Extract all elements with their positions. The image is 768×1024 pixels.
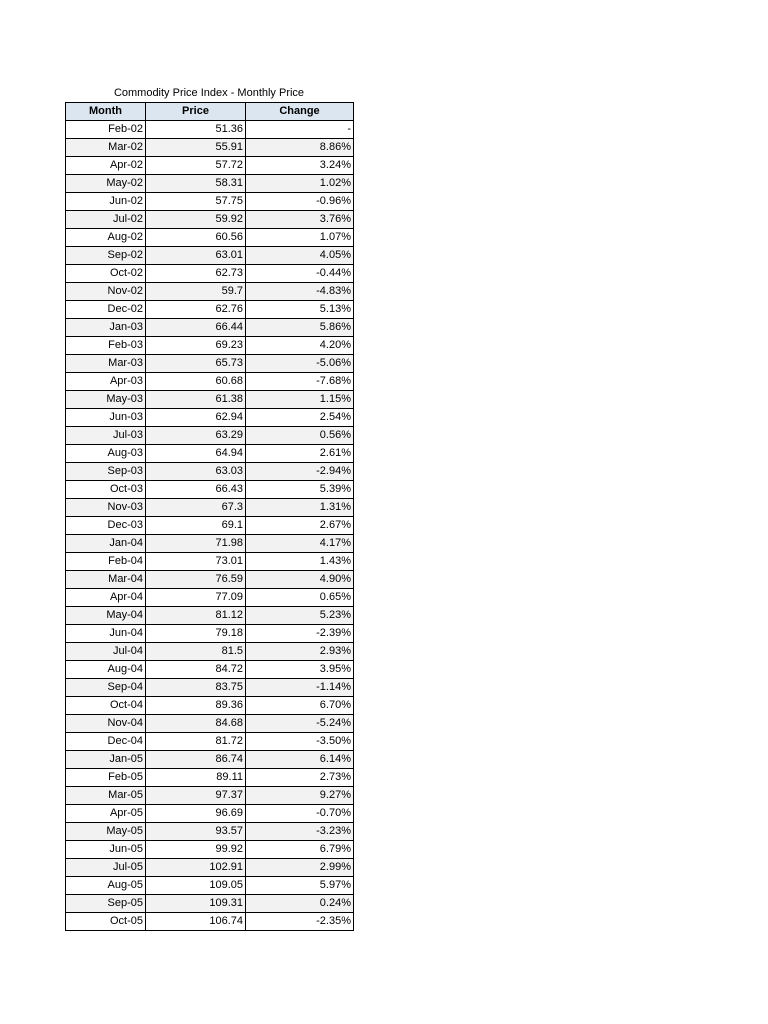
cell-month: Jun-05 — [66, 841, 146, 859]
cell-price: 97.37 — [146, 787, 246, 805]
table-row — [66, 337, 354, 355]
cell-change: -7.68% — [246, 373, 354, 391]
cell-change: 1.31% — [246, 499, 354, 517]
cell-month: Nov-02 — [66, 283, 146, 301]
table-row — [66, 805, 354, 823]
table-row — [66, 283, 354, 301]
cell-price: 109.31 — [146, 895, 246, 913]
table-row — [66, 787, 354, 805]
cell-change: 2.54% — [246, 409, 354, 427]
table-row — [66, 589, 354, 607]
cell-month: May-05 — [66, 823, 146, 841]
cell-change: 1.07% — [246, 229, 354, 247]
cell-price: 73.01 — [146, 553, 246, 571]
cell-change: -3.23% — [246, 823, 354, 841]
cell-month: Oct-03 — [66, 481, 146, 499]
cell-change: 4.17% — [246, 535, 354, 553]
table-row — [66, 229, 354, 247]
cell-price: 76.59 — [146, 571, 246, 589]
cell-change: 1.15% — [246, 391, 354, 409]
cell-month: Sep-03 — [66, 463, 146, 481]
cell-month: Oct-04 — [66, 697, 146, 715]
cell-price: 89.11 — [146, 769, 246, 787]
cell-price: 65.73 — [146, 355, 246, 373]
cell-change: 5.86% — [246, 319, 354, 337]
cell-month: Nov-04 — [66, 715, 146, 733]
cell-price: 60.56 — [146, 229, 246, 247]
cell-change: 1.43% — [246, 553, 354, 571]
cell-month: May-03 — [66, 391, 146, 409]
cell-change: -4.83% — [246, 283, 354, 301]
cell-change: 6.70% — [246, 697, 354, 715]
cell-change: -2.35% — [246, 913, 354, 931]
cell-month: May-04 — [66, 607, 146, 625]
cell-change: 3.24% — [246, 157, 354, 175]
table-row — [66, 895, 354, 913]
cell-price: 71.98 — [146, 535, 246, 553]
table-row — [66, 445, 354, 463]
cell-change: 2.99% — [246, 859, 354, 877]
table-row — [66, 355, 354, 373]
cell-price: 59.92 — [146, 211, 246, 229]
cell-change: 6.14% — [246, 751, 354, 769]
cell-month: Apr-05 — [66, 805, 146, 823]
cell-month: May-02 — [66, 175, 146, 193]
cell-month: Dec-04 — [66, 733, 146, 751]
table-row — [66, 913, 354, 931]
cell-price: 81.72 — [146, 733, 246, 751]
column-header-change: Change — [246, 103, 354, 121]
cell-price: 79.18 — [146, 625, 246, 643]
table-row — [66, 175, 354, 193]
table-row — [66, 373, 354, 391]
table-row — [66, 661, 354, 679]
table-row — [66, 679, 354, 697]
cell-month: Jul-04 — [66, 643, 146, 661]
cell-price: 99.92 — [146, 841, 246, 859]
cell-change: 5.97% — [246, 877, 354, 895]
cell-month: Mar-05 — [66, 787, 146, 805]
cell-change: 5.39% — [246, 481, 354, 499]
cell-change: 0.24% — [246, 895, 354, 913]
table-row — [66, 481, 354, 499]
cell-month: Jun-03 — [66, 409, 146, 427]
table-row — [66, 301, 354, 319]
cell-price: 63.03 — [146, 463, 246, 481]
cell-price: 83.75 — [146, 679, 246, 697]
table-row — [66, 211, 354, 229]
cell-month: Feb-05 — [66, 769, 146, 787]
cell-price: 58.31 — [146, 175, 246, 193]
cell-price: 106.74 — [146, 913, 246, 931]
cell-change: 2.93% — [246, 643, 354, 661]
table-row — [66, 391, 354, 409]
table-row — [66, 715, 354, 733]
table-row — [66, 553, 354, 571]
cell-month: Sep-02 — [66, 247, 146, 265]
cell-price: 64.94 — [146, 445, 246, 463]
table-row — [66, 697, 354, 715]
price-table — [65, 102, 354, 931]
cell-month: Feb-03 — [66, 337, 146, 355]
cell-month: Aug-05 — [66, 877, 146, 895]
cell-month: Jan-05 — [66, 751, 146, 769]
cell-change: 9.27% — [246, 787, 354, 805]
cell-month: Mar-04 — [66, 571, 146, 589]
cell-change: -3.50% — [246, 733, 354, 751]
cell-price: 59.7 — [146, 283, 246, 301]
cell-price: 81.12 — [146, 607, 246, 625]
cell-change: 2.61% — [246, 445, 354, 463]
cell-change: -0.70% — [246, 805, 354, 823]
cell-price: 109.05 — [146, 877, 246, 895]
cell-month: Sep-05 — [66, 895, 146, 913]
table-row — [66, 877, 354, 895]
cell-month: Jul-03 — [66, 427, 146, 445]
cell-price: 62.73 — [146, 265, 246, 283]
table-row — [66, 859, 354, 877]
table-row — [66, 571, 354, 589]
table-row — [66, 751, 354, 769]
cell-price: 55.91 — [146, 139, 246, 157]
table-row — [66, 139, 354, 157]
table-row — [66, 823, 354, 841]
price-table-sheet — [65, 85, 353, 931]
cell-month: Aug-02 — [66, 229, 146, 247]
cell-month: Mar-03 — [66, 355, 146, 373]
cell-change: -0.96% — [246, 193, 354, 211]
cell-change: 2.73% — [246, 769, 354, 787]
cell-price: 69.23 — [146, 337, 246, 355]
cell-change: 8.86% — [246, 139, 354, 157]
cell-price: 89.36 — [146, 697, 246, 715]
table-row — [66, 769, 354, 787]
cell-change: -2.94% — [246, 463, 354, 481]
cell-change: -5.24% — [246, 715, 354, 733]
table-row — [66, 319, 354, 337]
cell-month: Jul-05 — [66, 859, 146, 877]
cell-change: 5.23% — [246, 607, 354, 625]
cell-change: 2.67% — [246, 517, 354, 535]
cell-price: 61.38 — [146, 391, 246, 409]
cell-change: -1.14% — [246, 679, 354, 697]
cell-month: Oct-05 — [66, 913, 146, 931]
cell-change: 5.13% — [246, 301, 354, 319]
cell-change: 1.02% — [246, 175, 354, 193]
table-body — [66, 121, 354, 931]
cell-price: 63.29 — [146, 427, 246, 445]
cell-month: Feb-02 — [66, 121, 146, 139]
cell-month: Aug-03 — [66, 445, 146, 463]
cell-price: 62.76 — [146, 301, 246, 319]
table-row — [66, 535, 354, 553]
cell-price: 69.1 — [146, 517, 246, 535]
table-row — [66, 265, 354, 283]
cell-price: 96.69 — [146, 805, 246, 823]
cell-month: Oct-02 — [66, 265, 146, 283]
cell-month: Jun-04 — [66, 625, 146, 643]
cell-change: 4.20% — [246, 337, 354, 355]
cell-change: 6.79% — [246, 841, 354, 859]
cell-change: 0.56% — [246, 427, 354, 445]
cell-price: 84.68 — [146, 715, 246, 733]
cell-price: 63.01 — [146, 247, 246, 265]
cell-month: Jul-02 — [66, 211, 146, 229]
cell-month: Nov-03 — [66, 499, 146, 517]
cell-price: 60.68 — [146, 373, 246, 391]
header-row — [66, 103, 354, 121]
table-row — [66, 733, 354, 751]
cell-price: 81.5 — [146, 643, 246, 661]
table-row — [66, 427, 354, 445]
cell-change: -5.06% — [246, 355, 354, 373]
table-row — [66, 625, 354, 643]
cell-price: 102.91 — [146, 859, 246, 877]
cell-month: Apr-03 — [66, 373, 146, 391]
cell-month: Sep-04 — [66, 679, 146, 697]
cell-change: 4.05% — [246, 247, 354, 265]
cell-change: 4.90% — [246, 571, 354, 589]
column-header-price: Price — [146, 103, 246, 121]
table-row — [66, 409, 354, 427]
cell-price: 57.72 — [146, 157, 246, 175]
table-row — [66, 643, 354, 661]
cell-price: 84.72 — [146, 661, 246, 679]
table-row — [66, 193, 354, 211]
table-row — [66, 121, 354, 139]
cell-price: 86.74 — [146, 751, 246, 769]
cell-month: Jan-03 — [66, 319, 146, 337]
cell-month: Dec-02 — [66, 301, 146, 319]
table-row — [66, 841, 354, 859]
cell-month: Dec-03 — [66, 517, 146, 535]
cell-month: Jun-02 — [66, 193, 146, 211]
cell-change: 0.65% — [246, 589, 354, 607]
cell-price: 66.43 — [146, 481, 246, 499]
cell-month: Aug-04 — [66, 661, 146, 679]
cell-month: Apr-02 — [66, 157, 146, 175]
cell-month: Feb-04 — [66, 553, 146, 571]
cell-change: - — [246, 121, 354, 139]
table-row — [66, 517, 354, 535]
column-header-month: Month — [66, 103, 146, 121]
cell-change: -2.39% — [246, 625, 354, 643]
table-row — [66, 607, 354, 625]
cell-price: 66.44 — [146, 319, 246, 337]
table-row — [66, 157, 354, 175]
cell-price: 62.94 — [146, 409, 246, 427]
cell-month: Jan-04 — [66, 535, 146, 553]
table-row — [66, 463, 354, 481]
cell-change: -0.44% — [246, 265, 354, 283]
table-row — [66, 499, 354, 517]
cell-change: 3.76% — [246, 211, 354, 229]
cell-price: 77.09 — [146, 589, 246, 607]
table-title: Commodity Price Index - Monthly Price — [113, 87, 305, 99]
cell-price: 51.36 — [146, 121, 246, 139]
cell-price: 57.75 — [146, 193, 246, 211]
cell-month: Apr-04 — [66, 589, 146, 607]
table-row — [66, 247, 354, 265]
cell-change: 3.95% — [246, 661, 354, 679]
cell-price: 93.57 — [146, 823, 246, 841]
cell-month: Mar-02 — [66, 139, 146, 157]
cell-price: 67.3 — [146, 499, 246, 517]
